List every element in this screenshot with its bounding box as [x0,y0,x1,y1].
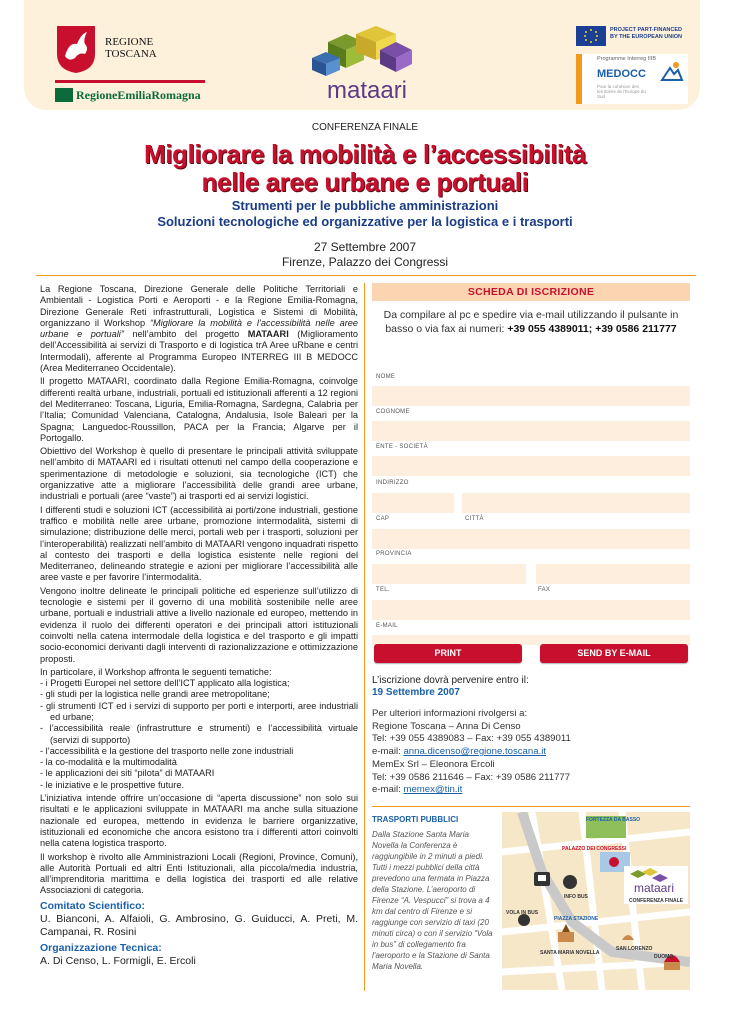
contact-1-email-link[interactable]: anna.dicenso@regione.toscana.it [403,746,547,758]
rer-mark-icon [55,88,73,102]
form-intro: Da compilare al pc e spedire via e-mail utilizzando il pulsante in basso o via fax ai numeri: +39 055 4389011; +39 0586 211777 [383,309,679,335]
medocc-name: MEDOCC [597,68,646,80]
mataari-logo [298,20,436,106]
comitato-label: Comitato Scientifico: [40,899,146,912]
page-title [0,140,730,196]
citta-label: CITTÀ [465,516,484,522]
indirizzo-input[interactable] [462,493,690,513]
subtitle-line-2: Soluzioni tecnologiche ed organizzative per la logistica e i trasporti [157,214,573,229]
body-text-column [40,284,358,968]
mataari-wordmark: mataari [326,77,408,104]
list-item: - la co-modalità e la multimodalità [40,757,177,768]
contact-2-name: MemEx Srl – Eleonora Ercoli [372,758,495,770]
title-line-1: Migliorare la mobilità e l’accessibilità [143,139,587,169]
regione-emilia-romagna-logo: RegioneEmiliaRomagna [55,88,201,103]
contact-2-tel: Tel: +39 0586 211646 – Fax: +39 0586 211777 [372,771,571,783]
provincia-input[interactable] [372,564,526,584]
divider [372,806,690,807]
event-date: 27 Settembre 2007 [313,240,417,254]
mataari-cubes-icon [312,26,412,76]
org-label: Organizzazione Tecnica: [40,941,162,954]
citta-input[interactable] [372,529,690,549]
event-venue: Firenze, Palazzo dei Congressi [281,255,449,269]
paragraph-policies: Vengono inoltre delineate le principali politiche ed esperienze sull’utilizzo di tecnologie e sistemi per il governo di una mobilità sostenibile nelle aree urbane, portuali e industriali attive a livello nazionale ed europeo, mettendo in evidenza il ruolo dei differenti operatori e dei principali attori istituzionali coinvolti nella catena intermodale della logistica e del trasporto e gli impatti socio-economici derivanti dagli interventi di razionalizzazione e ottimizzazione proposti. [40,585,358,664]
send-email-button[interactable]: SEND BY E-MAIL [540,644,688,663]
deadline [372,675,690,699]
medocc-logo [576,54,688,104]
email-label: E-MAIL [376,623,398,629]
page-subtitle [0,198,730,230]
contacts [372,708,690,797]
contact-1-tel: Tel: +39 055 4389083 – Fax: +39 055 4389011 [372,733,571,745]
comitato-names: U. Bianconi, A. Alfaioli, G. Ambrosino, G. Guiducci, A. Preti, M. Campanai, R. Rosini [40,912,358,938]
ente-input[interactable] [372,456,690,476]
paragraph-objective: Obiettivo del Workshop è quello di presentare le principali attività sviluppate nell’ambito di MATAARI ed i risultati ottenuti nel campo della cooperazione e sperimentazione di metodologie e soluzioni, sia tecnologiche (ICT) che organizzative atte a migliorare l’accessibilità delle grandi aree urbane, industriali e portuali (aree “vaste”) ai trasporti ed ai servizi logistici. [40,446,358,502]
form-title: SCHEDA DI ISCRIZIONE [372,283,690,301]
medocc-subtitle: Pour la cohésion des territoires de l'Europe du Sud [597,84,646,99]
cap-input[interactable] [372,493,454,513]
red-rule [55,80,205,83]
tel-label: TEL. [376,587,390,593]
map-label-fortezza: FORTEZZA DA BASSO [586,817,641,823]
map-label-palazzo: PALAZZO DEI CONGRESSI [562,846,627,852]
map-label-smn: SANTA MARIA NOVELLA [540,950,600,956]
medocc-figure-icon [660,60,684,84]
deadline-text: L’iscrizione dovrà pervenire entro il: [372,675,529,686]
title-line-2: nelle aree urbane e portuali [201,167,529,197]
paragraph-project: Il progetto MATAARI, coordinato dalla Regione Emilia-Romagna, coinvolge differenti realtà urbane, industriali, portuali ed istituzionali afferenti a 12 regioni del Mediterraneo: Toscana, Liguria, Emilia-Romagna, Sardegna, Calabria per l’Italia; Comunidad Valenciana, Catalogna, Andalusia, Isole Baleari per la Spagna; Languedoc-Roussillon, PACA per la Francia; Algarve per il Portogallo. [40,376,358,443]
map-label-piazza: PIAZZA STAZIONE [554,916,599,922]
map-label-vola: VOLA IN BUS [506,910,539,916]
list-item: - l’accessibilità reale (infrastrutture e strumenti) e l’accessibilità virtuale (servizi di supporto) [40,723,358,745]
cognome-input[interactable] [372,421,690,441]
list-item: - gli strumenti ICT ed i servizi di supporto per porti e interporti, aree industriali ed urbane; [40,700,358,722]
pegasus-shield-icon [55,24,97,74]
list-item: - le applicazioni dei siti “pilota” di MATAARI [40,768,215,779]
contact-2-email-link[interactable]: memex@tin.it [403,784,463,796]
tel-fax-input[interactable] [536,564,690,584]
cognome-label: COGNOME [376,409,410,415]
eu-text: PROJECT PART-FINANCED BY THE EUROPEAN UNION [610,27,683,40]
contact-2-email: e-mail: memex@tin.it [372,784,463,796]
subtitle-line-1: Strumenti per le pubbliche amministrazioni [231,198,499,213]
org-names: A. Di Censo, L. Formigli, E. Ercoli [40,954,196,967]
conference-label: CONFERENZA FINALE [311,122,419,133]
list-item: - i Progetti Europei nel settore dell’ICT applicato alla logistica; [40,678,290,689]
deadline-date: 19 Settembre 2007 [372,687,460,698]
transport-text: Dalla Stazione Santa Maria Novella la Conferenza è raggiungibile in 2 minuti a piedi. Tutti i mezzi pubblici della città prevedono una fermata in Piazza della Stazione. L’aeroporto di Firenze “A. Vespucci” si trova a 4 km dal centro di Firenze e si raggiunge con servizio di taxi (20 minuti circa) o con il servizio “Vola in bus” di collegamento fra l’aeroporto e la Stazione di Santa Maria Novella. [372,830,493,971]
list-item: - gli studi per la logistica nelle grandi aree metropolitane; [40,689,270,700]
eu-flag-icon [576,26,606,46]
map-logo-subtitle: CONFERENZA FINALE [629,898,683,904]
ente-label: ENTE - SOCIETÀ [376,444,428,450]
info-bus-icon [563,875,577,889]
column-divider [364,283,365,991]
paragraph-studies: I differenti studi e soluzioni ICT (accessibilità ai porti/zone industriali, gestione traffico e mobilità nelle aree urbane, promozione intermodalità, sistemi di simulazione; distribuzione delle merci, portali web per i trasporti, soluzioni per l’interoperabilità) realizzati nell’ambito di MATAARI vengono inquadrati rispetto al contesto dei trasporti e della logistica esistente nelle regioni del Mediterraneo, delineando strategie e azioni per migliorare l’accessibilità alle aree vaste e per favorire l’intermodalità. [40,504,358,583]
fax-label: FAX [538,587,551,593]
map-graphic [502,812,690,990]
cap-label: CAP [376,516,390,522]
eu-cofinancing [576,26,688,48]
medocc-stripe [576,54,582,104]
list-item: - le iniziative e le prospettive future. [40,779,185,790]
map-label-duomo: DUOMO [654,954,674,960]
event-date-venue [0,240,730,270]
paragraph-intro: La Regione Toscana, Direzione Generale delle Politiche Territoriali e Ambientali - Logistica Porti e Aeroporti - e la Regione Emilia-Romagna, Direzione Generale Reti infrastrutturali, Logistica e Sistemi di Mobilità, organizzano il Workshop “Migliorare la mobilità e l’accessibilità nelle aree urbane e portuali” nell’ambito del progetto MATAARI (Miglioramento dell’Accessibilità ai servizi di Trasporto e di logistica trA Aree uRbane e centri Intermodali), afferente al Programma Europeo INTERREG III B MEDOCC (Area Mediterraneo Occidentale). [40,284,358,374]
map-mataari-logo: mataari [633,881,675,895]
contacts-intro: Per ulteriori informazioni rivolgersi a: [372,708,528,719]
list-item: - l’accessibilità e la gestione del trasporto nelle zone industriali [40,745,294,756]
medocc-program: Programme Interreg IIIB [597,56,656,62]
location-map [502,812,690,990]
registration-form [372,283,690,665]
tel-input[interactable] [372,600,690,620]
regione-toscana-text: REGIONE TOSCANA [105,36,157,60]
print-button[interactable]: PRINT [374,644,522,663]
paragraph-audience: Il workshop è rivolto alle Amministrazioni Locali (Regioni, Province, Comuni), alle Autorità Portuali ed altri Enti Istituzionali, alla piccola/media industria, all’imprenditoria marittima e della logistica dei trasporti ed alle relative Associazioni di categoria. [40,851,358,896]
regione-toscana-logo [55,24,205,76]
contact-1-email: e-mail: anna.dicenso@regione.toscana.it [372,746,547,758]
nome-label: NOME [376,374,396,380]
paragraph-discussion: L’iniziativa intende offrire un’occasione di “aperta discussione” non solo sui risultati e le applicazioni sviluppate in MATAARI ma anche sulla situazione nazionale ed europea, mettendo in evidenza le barriere organizzative, istituzionali ed economiche che ancora esistono tra i differenti attori coinvolti nella catena logistica trasporto. [40,793,358,849]
map-label-san-lorenzo: SAN LORENZO [616,946,653,952]
fax-numbers: +39 055 4389011; +39 0586 211777 [507,323,677,335]
topics-list [40,678,358,791]
conference-location-icon [609,857,619,867]
indirizzo-label: INDIRIZZO [376,480,409,486]
paragraph-topics-intro: In particolare, il Workshop affronta le seguenti tematiche: [40,666,272,677]
divider [36,275,696,276]
contact-1-name: Regione Toscana – Anna Di Censo [372,720,521,732]
map-label-info-bus: INFO BUS [564,894,588,900]
nome-input[interactable] [372,386,690,406]
provincia-label: PROVINCIA [376,551,412,557]
transport-title: TRASPORTI PUBBLICI [372,815,459,824]
